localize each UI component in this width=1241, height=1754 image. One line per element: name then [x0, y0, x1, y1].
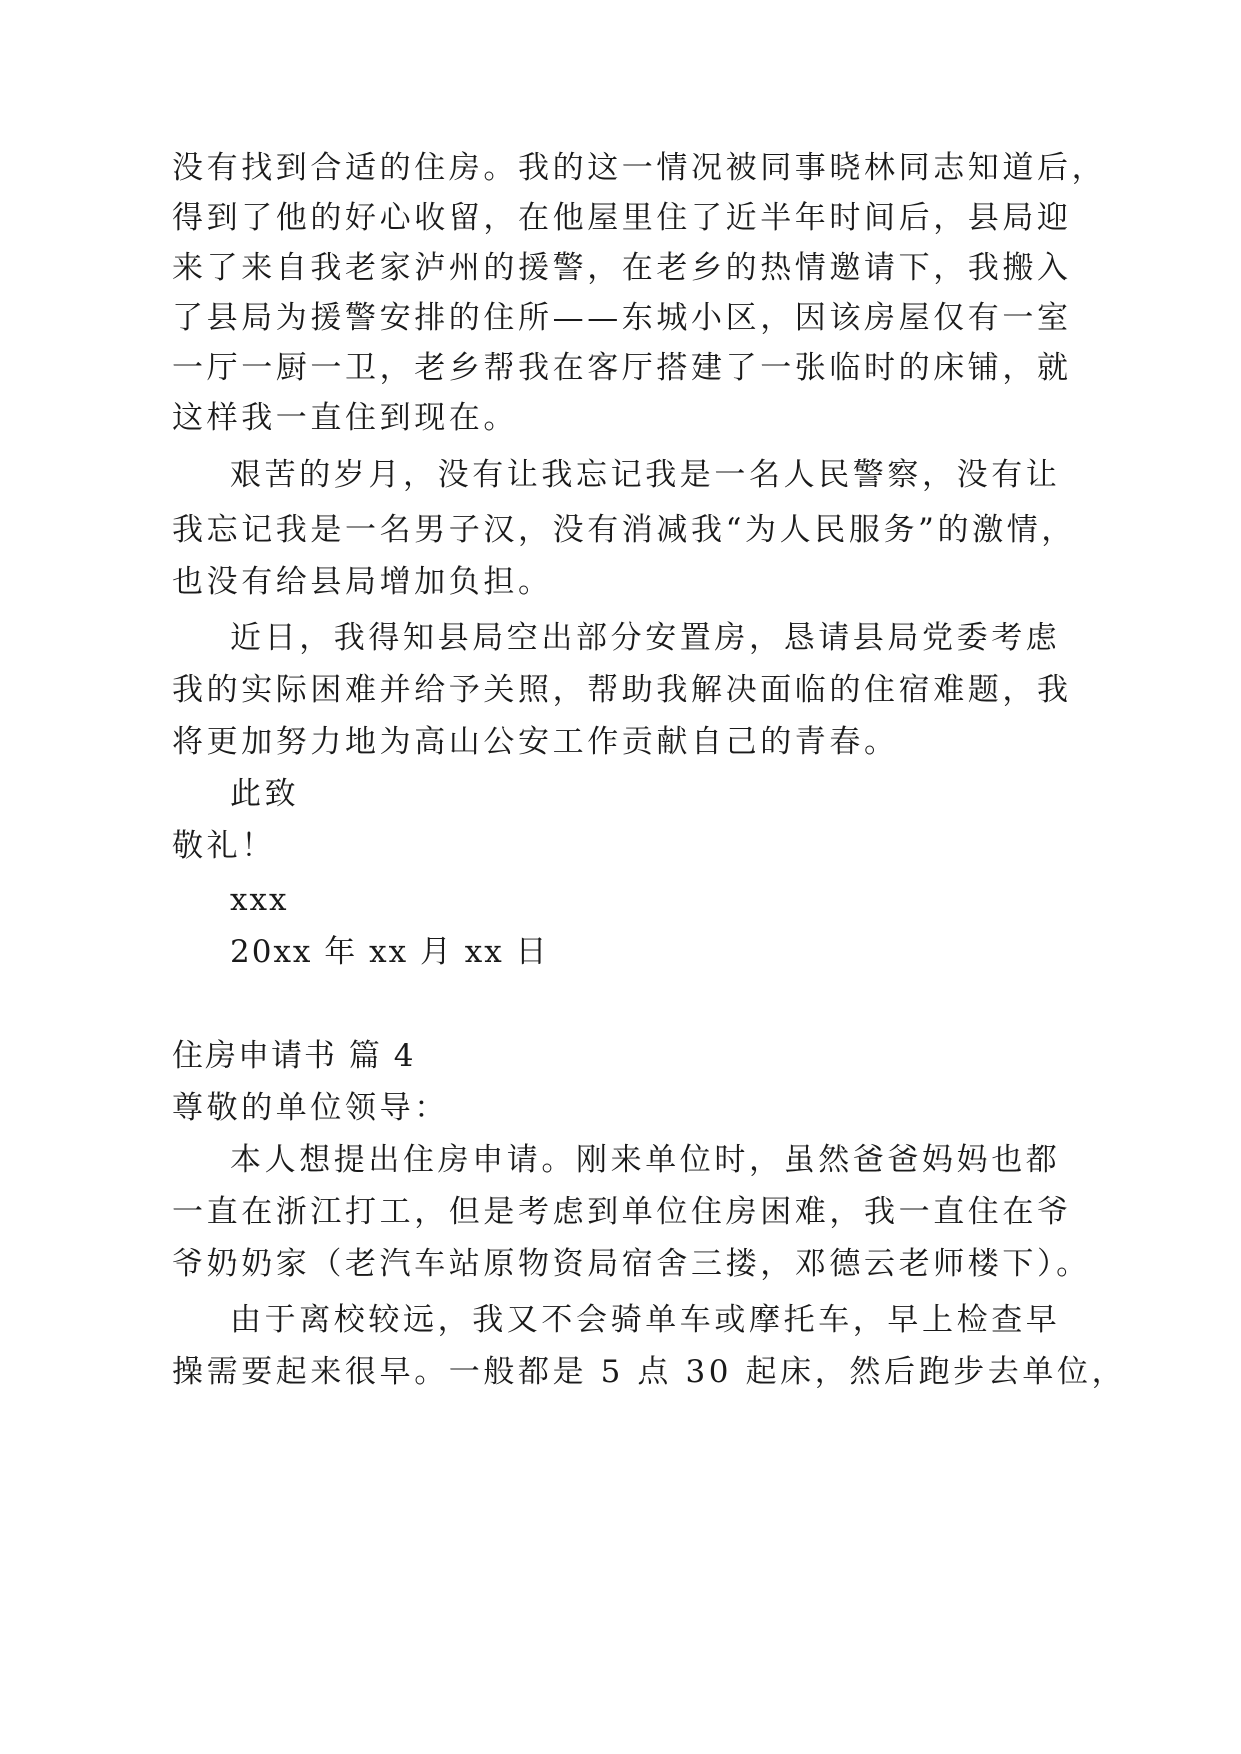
text-line: 爷奶奶家（老汽车站原物资局宿舍三搂，邓德云老师楼下）。 — [172, 1246, 1091, 1282]
text-line: 来了来自我老家泸州的援警，在老乡的热情邀请下，我搬入 — [172, 250, 1072, 286]
greeting: 尊敬的单位领导： — [172, 1090, 449, 1126]
text-line: 近日，我得知县局空出部分安置房，恳请县局党委考虑 — [230, 620, 1061, 656]
text-line: 艰苦的岁月，没有让我忘记我是一名人民警察，没有让 — [230, 457, 1061, 493]
text-line: 我忘记我是一名男子汉，没有消减我“为人民服务”的激情， — [172, 512, 1076, 548]
text-line: 一厅一厨一卫，老乡帮我在客厅搭建了一张临时的床铺，就 — [172, 350, 1072, 386]
text-line: 也没有给县局增加负担。 — [172, 564, 553, 600]
text-line: 得到了他的好心收留，在他屋里住了近半年时间后，县局迎 — [172, 200, 1072, 236]
signature: xxx — [230, 882, 289, 918]
date: 20xx 年 xx 月 xx 日 — [230, 934, 549, 970]
salute-text: 敬礼！ — [172, 828, 276, 864]
text-line: 将更加努力地为高山公安工作贡献自己的青春。 — [172, 724, 899, 760]
text-line: 由于离校较远，我又不会骑单车或摩托车，早上检查早 — [230, 1302, 1061, 1338]
text-line: 这样我一直住到现在。 — [172, 400, 518, 436]
text-line: 我的实际困难并给予关照，帮助我解决面临的住宿难题，我 — [172, 672, 1072, 708]
text-line: 本人想提出住房申请。刚来单位时，虽然爸爸妈妈也都 — [230, 1142, 1061, 1178]
text-line: 一直在浙江打工，但是考虑到单位住房困难，我一直住在爷 — [172, 1194, 1072, 1230]
section-heading: 住房申请书 篇 4 — [172, 1038, 416, 1074]
text-line: 操需要起来很早。一般都是 5 点 30 起床，然后跑步去单位， — [172, 1354, 1127, 1390]
closing-text: 此致 — [230, 776, 300, 812]
text-line: 了县局为援警安排的住所——东城小区，因该房屋仅有一室 — [172, 300, 1072, 336]
text-line: 没有找到合适的住房。我的这一情况被同事晓林同志知道后， — [172, 150, 1107, 186]
